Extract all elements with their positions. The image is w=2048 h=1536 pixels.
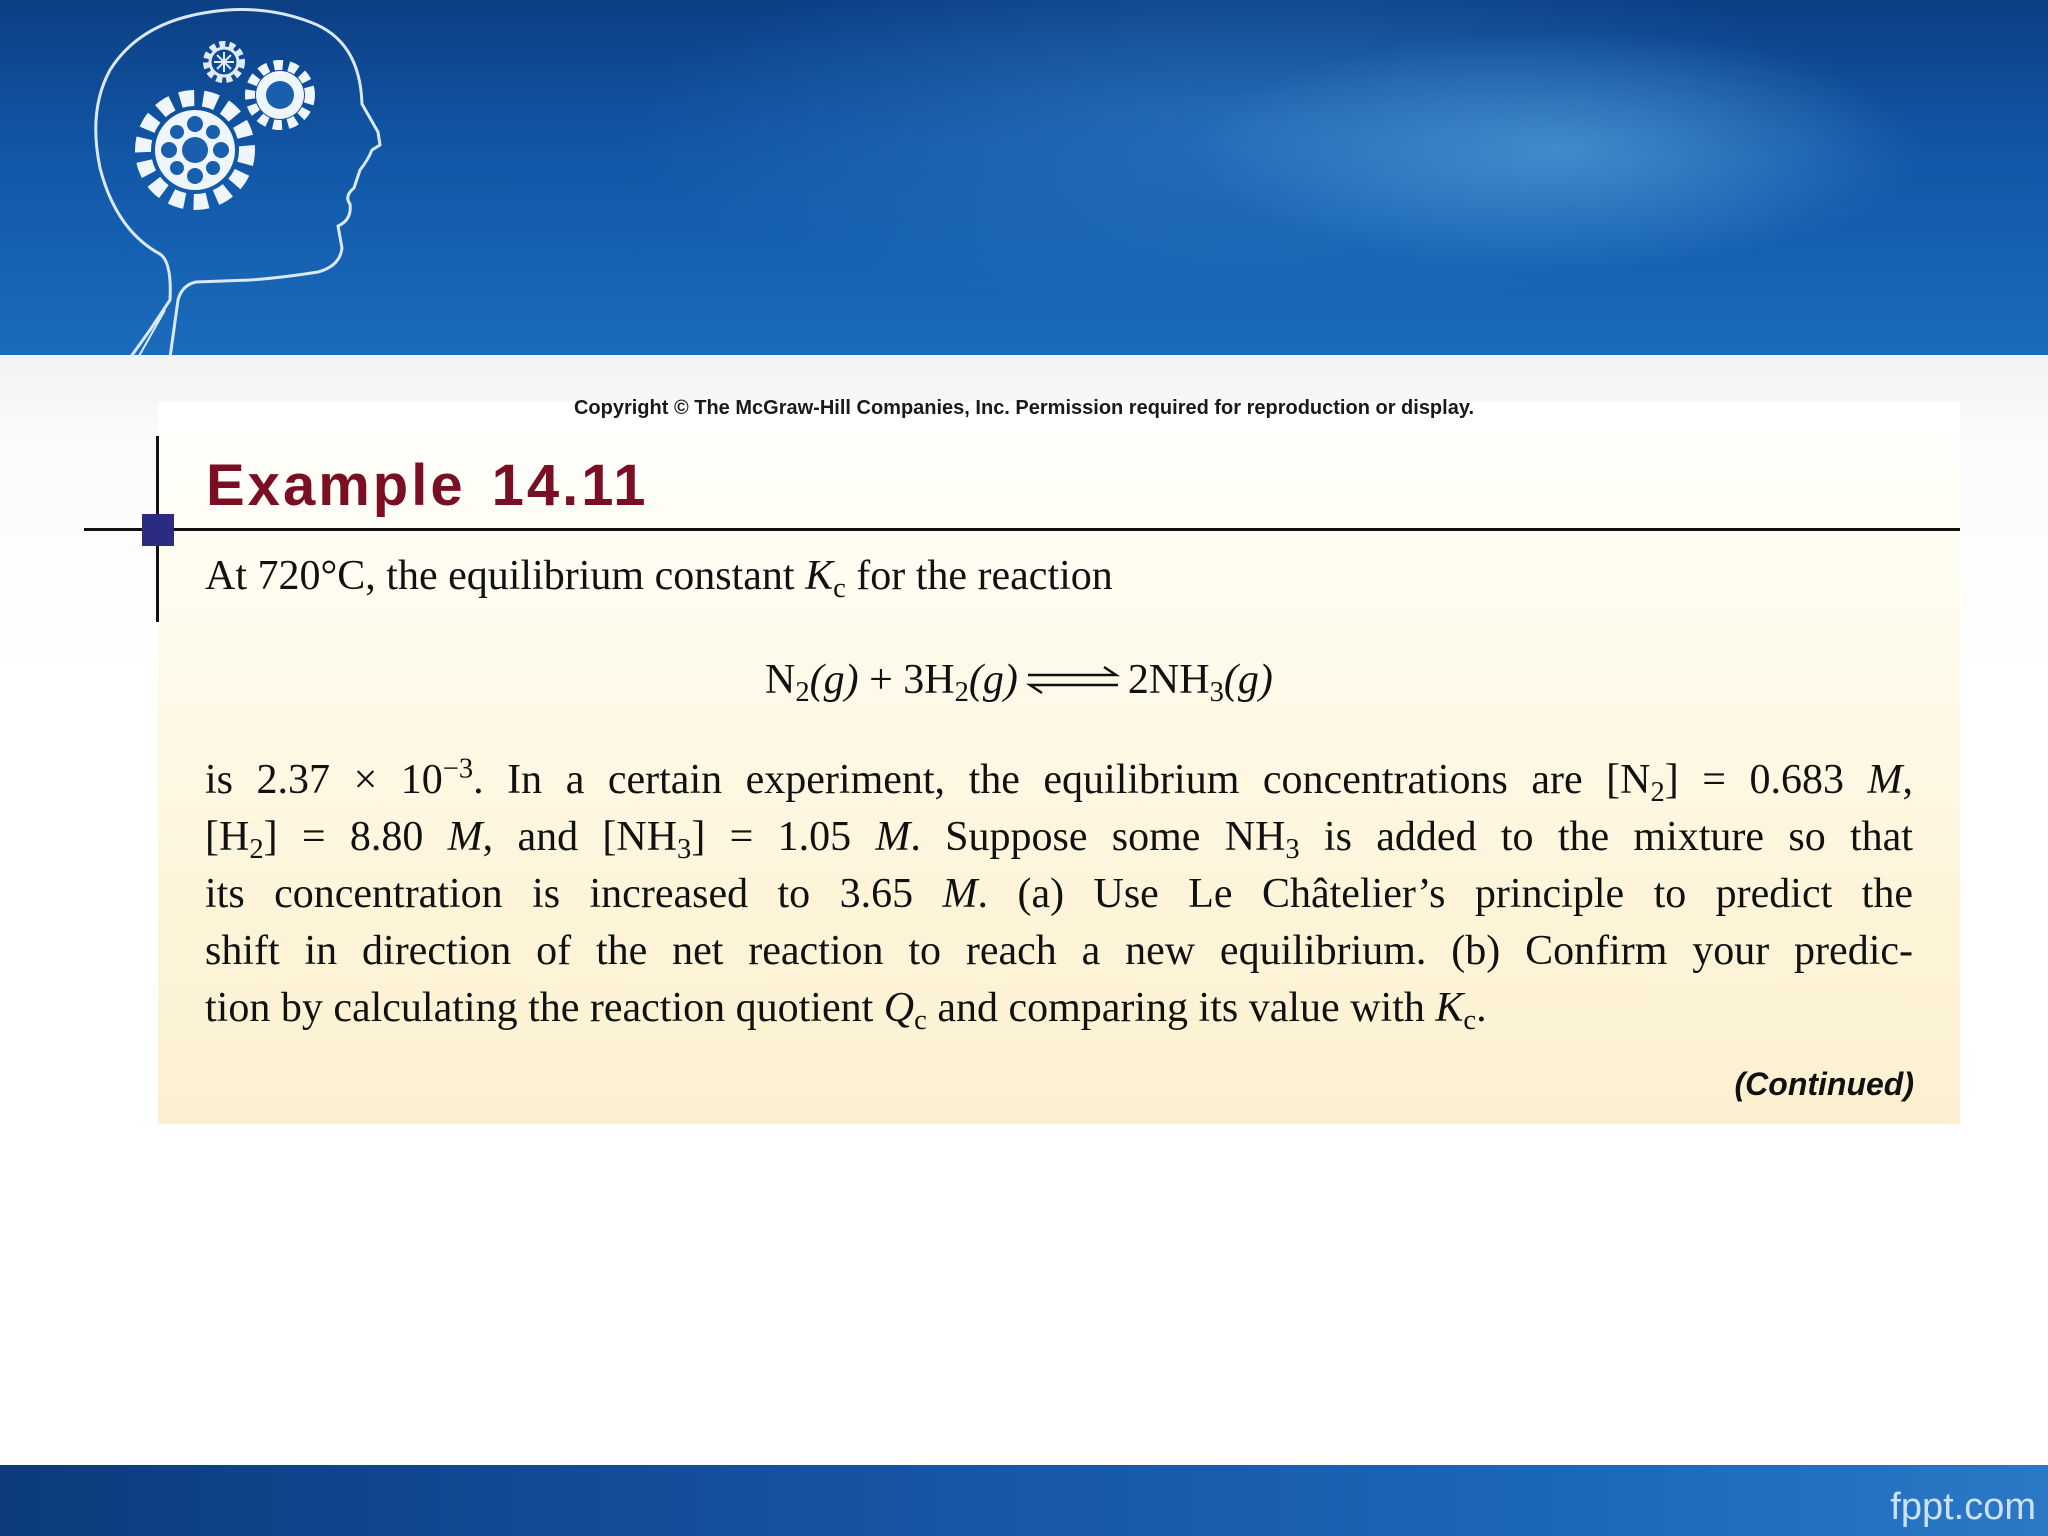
- problem-line: is $2.37 \times 10^{-3}$. In a certain experiment, the equilibrium concentrations are $[N_2] = 0.683$ M,: [205, 753, 1913, 808]
- intro-text: At 720°C, the equilibrium constant $K_c$ for the reaction: [205, 553, 1113, 604]
- example-title: [206, 452, 649, 519]
- problem-line: tion by calculating the reaction quotient $Q_c$ and comparing its value with $K_c$.: [205, 985, 1487, 1036]
- problem-line: $[H_2] = 8.80$ M, and $[NH_3] = 1.05$ M. Suppose some $NH_3$ is added to the mixture so that: [205, 814, 1913, 865]
- footer-banner: [0, 1465, 2048, 1536]
- example-number: 14.11: [491, 453, 649, 518]
- problem-line: shift in direction of the net reaction to reach a new equilibrium. (b) Confirm your predic-: [205, 928, 1913, 974]
- problem-statement: [205, 752, 1913, 1037]
- example-word: Example: [206, 453, 466, 518]
- blue-square-marker: [142, 514, 174, 546]
- header-banner: [0, 0, 2048, 355]
- head-silhouette-icon: [0, 0, 420, 355]
- reaction-equation: $N_2(g) + 3H_2(g)$ $2NH_3(g)$: [765, 657, 1273, 708]
- gears-icon: [143, 44, 310, 202]
- title-underline-rule: [84, 528, 1960, 531]
- equilibrium-arrows-icon: [1024, 665, 1122, 695]
- continued-label: (Continued): [1734, 1066, 1914, 1102]
- brand-watermark: fppt.com: [1890, 1486, 2036, 1528]
- problem-line: its concentration is increased to 3.65 M. (a) Use Le Châtelier’s principle to predict the: [205, 871, 1913, 917]
- copyright-notice: Copyright © The McGraw-Hill Companies, Inc. Permission required for reproduction or display.: [573, 397, 1475, 419]
